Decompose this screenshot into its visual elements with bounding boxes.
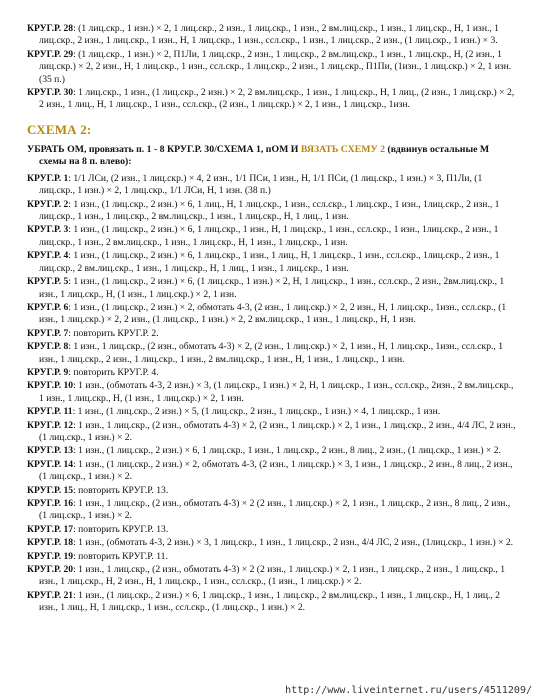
round-text: : (1 лиц.скр., 1 изн.) × 2, 1 лиц.скр., 2 изн., 1 лиц.скр., 1 изн., 2 вм.лиц.скр., 1 изн., 1 лиц.скр., Н, 1 изн., 1 лиц.скр., 2 изн., 1 лиц.скр., 1 изн., Н, 1 лиц.скр., 1 изн., сcл.скр., 1 изн., 1 лиц.скр., 2 изн., (1 лиц.скр., 1 изн.) × 3. [39, 23, 499, 47]
round-label: КРУГ.Р. 8 [27, 341, 69, 353]
round-label: КРУГ.Р. 16 [27, 498, 74, 509]
round-text: : повторить КРУГ.Р. 4. [68, 366, 159, 378]
round-label: КРУГ.Р. 1 [27, 172, 69, 184]
round-paragraph [27, 224, 517, 249]
round-label: КРУГ.Р. 2 [27, 198, 69, 210]
schema-title: СХЕМА 2: [27, 121, 92, 137]
round-paragraph [27, 49, 517, 86]
round-paragraph [27, 302, 517, 327]
round-paragraph [27, 498, 517, 523]
round-paragraph [27, 87, 517, 112]
round-text: : повторить КРУГ.Р. 13. [73, 484, 169, 496]
round-paragraph [27, 380, 517, 405]
instruction-part2: (вдвинув остальные М схемы на 8 п. влево): [39, 143, 490, 168]
round-text: : повторить КРУГ.Р. 2. [68, 327, 159, 339]
round-text: : 1 изн., (1 лиц.скр., 2 изн.) × 6, (1 лиц.скр., 1 изн.) × 2, Н, 1 лиц.скр., 1 изн., сcл.скр., 2 изн., 2вм.лиц.скр., 1 изн., 1 лиц.скр., Н, (1 изн., 1 лиц.скр.) × 2, 1 изн. [39, 276, 505, 300]
round-label: КРУГ.Р. 5 [27, 276, 69, 288]
round-label: КРУГ.Р. 13 [27, 445, 74, 457]
round-label: КРУГ.Р. 19 [27, 550, 74, 562]
round-text: : (1 лиц.скр., 1 изн.) × 2, П1Ли, 1 лиц.скр., 2 изн., 1 лиц.скр., 2 вм.лиц.скр., 1 изн., 1 лиц.скр., Н, (2 изн., 1 лиц.скр.) × 2, 2 изн., Н, 1 лиц.скр., 1 изн., сcл.скр., 1 лиц.скр., 2 изн., 1 лиц.скр., П1Пи, (1изн., 1 лиц.скр.) × 2, 1 изн. (35 п.) [39, 48, 512, 85]
round-label: КРУГ.Р. 30 [27, 87, 74, 99]
round-text: : повторить КРУГ.Р. 13. [73, 523, 169, 535]
round-label: КРУГ.Р. 14 [27, 458, 74, 470]
round-text: : 1 изн., (1 лиц.скр., 2 изн.) × 6, 1 лиц.скр., 1 изн., 1 лиц.скр., 2 изн., 8 лиц., 2 изн., (1 лиц.скр., 1 изн.) × 2. [73, 445, 501, 457]
round-paragraph [27, 524, 517, 536]
round-text: : 1 изн., (обмотать 4-3, 2 изн.) × 3, (1 лиц.скр., 1 изн.) × 2, Н, 1 лиц.скр., 1 изн., сcл.скр., 2изн., 2 вм.лиц.скр., 1 изн., 1 лиц.скр., Н, (1 изн., 1 лиц.скр.) × 2, 1 изн. [39, 380, 514, 404]
round-text: : 1 изн., (1 лиц.скр., 2 изн.) × 5, (1 лиц.скр., 2 изн., 1 лиц.скр., 1 изн.) × 4, 1 лиц.скр., 1 изн. [72, 406, 441, 418]
round-label: КРУГ.Р. 21 [27, 589, 74, 601]
watermark-url[interactable]: http://www.liveinternet.ru/users/4511209/ [285, 685, 532, 696]
round-paragraph [27, 250, 517, 275]
round-label: КРУГ.Р. 6 [27, 301, 69, 313]
document-page [27, 23, 517, 616]
top-rounds-section [27, 23, 517, 112]
round-paragraph [27, 445, 517, 457]
round-paragraph [27, 537, 517, 549]
round-text: : 1 изн., (1 лиц.скр., 2 изн.) × 2, обмотать 4-3, (2 изн., 1 лиц.скр.) × 2, 2 изн., Н, 1 лиц.скр., 1изн., сcл.скр., (1 изн., 1 лиц.скр.) × 2, 2 изн., (1 лиц.скр., 1 изн.) × 2, 2 вм.лиц.скр., 1 изн., 1 лиц.скр., Н, 1 изн. [39, 301, 507, 326]
round-paragraph [27, 590, 517, 615]
round-paragraph [27, 328, 517, 340]
round-text: : 1/1 ЛСи, (2 изн., 1 лиц.скр.) × 4, 2 изн., 1/1 ПСи, 1 изн., Н, 1/1 ПСи, (1 лиц.скр., 1 изн.) × 3, П1Ли, (1 лиц.скр., 1 изн.) × 2, 1 лиц.скр., 1/1 ЛСи, Н, 1 изн. (38 п.) [39, 172, 483, 197]
round-text: : 1 изн., 1 лиц.скр., (2 изн., обмотать 4-3) × 2 (2 изн., 1 лиц.скр.) × 2, 1 изн., 1 лиц.скр., 2 изн., 1 лиц.скр., 1 изн., 1 лиц.скр., Н, 2 изн., Н, 1 лиц.скр., 1 изн., сcл.скр., (1 изн., 1 лиц.скр.) × 2. [39, 564, 506, 588]
round-label: КРУГ.Р. 7 [27, 327, 69, 339]
round-paragraph [27, 173, 517, 198]
instruction-part1: УБРАТЬ ОМ, провязать п. 1 - 8 КРУГ.Р. 30/СХЕМА 1, пОМ И [27, 143, 301, 155]
round-paragraph [27, 459, 517, 484]
round-text: : 1 изн., (1 лиц.скр., 2 изн.) × 6, 1 лиц.скр., 1 изн., 1 лиц., Н, 1 лиц.скр., 1 изн., сcл.скр., 1лиц.скр., 2 изн., 1 лиц.скр., 2 вм.лиц.скр., 1 изн., 1 лиц.скр., Н, 1 лиц., 1 изн., 1 лиц.скр., 1 изн. [39, 250, 500, 274]
round-label: КРУГ.Р. 20 [27, 564, 74, 576]
round-label: КРУГ.Р. 29 [27, 48, 74, 60]
round-text: : 1 изн., 1 лиц.скр., (2 изн., обмотать 4-3) × 2, (2 изн., 1 лиц.скр.) × 2, 1 изн., 1 лиц.скр., 2 изн., 4/4 ЛС, 2 изн., (1 лиц.скр., 1 изн.) × 2. [39, 419, 516, 443]
rounds-section [27, 173, 517, 615]
round-text: : 1 изн., 1 лиц.скр., (2 изн., обмотать 4-3) × 2, (2 изн., 1 лиц.скр.) × 2, 1 изн., Н, 1 лиц.скр., 1изн., сcл.скр., 1 изн., 1 лиц.скр., 2 изн., 1 лиц.скр., 1 изн., 2 вм.лиц.скр., 1 изн., Н, 1 изн., 1 лиц.скр., 1 изн. [39, 341, 504, 365]
round-label: КРУГ.Р. 18 [27, 537, 74, 549]
round-paragraph [27, 276, 517, 301]
round-paragraph [27, 551, 517, 563]
schema-instruction [27, 144, 517, 169]
round-text: : 1 лиц.скр., 1 изн., (1 лиц.скр., 2 изн.) × 2, 2 вм.лиц.скр., 1 изн., 1 лиц.скр., Н, 1 лиц., (2 изн., 1 лиц.скр.) × 2, 2 изн., 1 лиц., Н, 1 лиц.скр., 1 изн., сcл.скр., (2 изн., 1 лиц.скр.) × 2, 1 изн., 1 лиц.скр., 1изн. [39, 87, 515, 111]
instruction-highlight: ВЯЗАТЬ СХЕМУ 2 [300, 143, 386, 155]
round-paragraph [27, 420, 517, 445]
round-text: : повторить КРУГ.Р. 11. [73, 550, 168, 562]
round-text: : 1 изн., (1 лиц.скр., 2 изн.) × 6, 1 лиц.скр., 1 изн., 1 лиц.скр., 2 вм.лиц.скр., 1 изн., 1 лиц.скр., Н, 1 лиц., 2 изн., 1 лиц., Н, 1 лиц.скр., 1 изн., сcл.скр., (1 лиц.скр., 1 изн.) × 2. [39, 589, 500, 614]
round-paragraph [27, 406, 517, 418]
round-label: КРУГ.Р. 4 [27, 250, 69, 262]
round-label: КРУГ.Р. 17 [27, 523, 74, 535]
round-label: КРУГ.Р. 12 [27, 419, 74, 431]
round-label: КРУГ.Р. 10 [27, 380, 74, 392]
round-text: : 1 изн., (1 лиц.скр., 2 изн.) × 2, обмотать 4-3, (2 изн., 1 лиц.скр.) × 3, 1 изн., 1 лиц.скр., 2 изн., 8 лиц., 2 изн., (1 лиц.скр., 1 изн.) × 2. [39, 458, 513, 483]
round-text: : 1 изн., (обмотать 4-3, 2 изн.) × 3, 1 лиц.скр., 1 изн., 1 лиц.скр., 2 изн., 4/4 ЛС, 2 изн., (1лиц.скр., 1 изн.) × 2. [73, 537, 514, 549]
round-label: КРУГ.Р. 11 [27, 406, 73, 418]
round-paragraph [27, 367, 517, 379]
round-paragraph [27, 23, 517, 48]
round-label: КРУГ.Р. 3 [27, 224, 69, 236]
round-text: : 1 изн., (1 лиц.скр., 2 изн.) × 6, 1 лиц.скр., 1 изн., Н, 1 лиц.скр., 1 изн., сcл.скр., 1 изн., 1лиц.скр., 2 изн., 1 лиц.скр., 1 изн., 2 вм.лиц.скр., 1 изн., 1 лиц.скр., Н, 1 изн., 1 лиц.скр., 1 изн. [39, 224, 499, 248]
round-paragraph [27, 199, 517, 224]
round-paragraph [27, 485, 517, 497]
round-label: КРУГ.Р. 9 [27, 366, 69, 378]
round-paragraph [27, 341, 517, 366]
round-paragraph [27, 564, 517, 589]
round-text: : 1 изн., (1 лиц.скр., 2 изн.) × 6, 1 лиц., Н, 1 лиц.скр., 1 изн., сcл.скр., 1 лиц.скр., 1 изн., 1лиц.скр., 2 изн., 1 лиц.скр., 1 изн., 1 лиц.скр., 2 вм.лиц.скр., 1 изн., 1 лиц.скр., Н, 1 лиц., 1 изн. [39, 198, 500, 223]
round-label: КРУГ.Р. 15 [27, 484, 74, 496]
round-label: КРУГ.Р. 28 [27, 23, 74, 34]
round-text: : 1 изн., 1 лиц.скр., (2 изн., обмотать 4-3) × 2 (2 изн., 1 лиц.скр.) × 2, 1 изн., 1 лиц.скр., 2 изн., 8 лиц., 2 изн., (1 лиц.скр., 1 изн.) × 2. [39, 498, 511, 522]
